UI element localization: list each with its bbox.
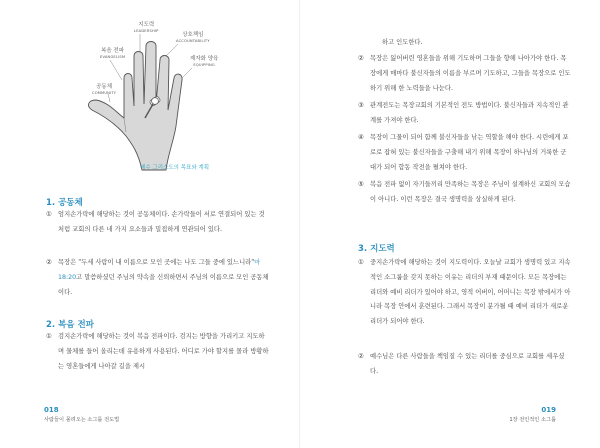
left-folio <box>44 406 119 423</box>
item-number: ③ <box>358 102 364 109</box>
hand-outline <box>89 42 183 171</box>
section-3-item-1 <box>358 256 572 330</box>
label-leadership-ko: 지도력 <box>138 22 155 28</box>
item-text <box>46 256 270 300</box>
section-2-item-5 <box>358 178 572 208</box>
label-community-ko: 공동체 <box>96 84 113 90</box>
section-2-item-4 <box>358 131 572 175</box>
page-number: 018 <box>44 406 59 414</box>
item-text-after: 고 말씀하셨던 주님의 약속을 신뢰하면서 주님의 이름으로 모인 공동체이다. <box>58 273 269 296</box>
item-number: ① <box>46 211 52 218</box>
item-number: ② <box>358 55 364 62</box>
item-number: ⑤ <box>358 181 364 188</box>
item-number: ① <box>358 259 364 266</box>
section-2-item-2 <box>358 52 572 96</box>
figure-caption: 예수 그리스도의 목표와 계획 <box>140 165 210 171</box>
section-2-item-1 <box>46 330 270 374</box>
item-text: 엄지손가락에 해당하는 것이 공동체이다. 손가락들이 서로 연결되어 있는 것처럼 교회의 다른 네 가지 요소들과 밀접하게 연관되어 있다. <box>58 211 265 233</box>
right-folio <box>509 406 556 423</box>
section-1-item-1 <box>46 208 270 238</box>
item-number: ② <box>46 259 52 266</box>
continuation-text <box>370 36 560 51</box>
page-number: 019 <box>541 406 556 414</box>
item-text: 목장이 그물이 되어 함께 불신자들을 낚는 역할을 해야 한다. 시린에게 포로로 잡혀 있는 불신자들을 구출해 내기 위해 목장이 하나님의 거룩한 군대가 되어 합동 작전을 펼쳐야 한다. <box>370 134 569 171</box>
section-2-item-3 <box>358 99 572 129</box>
label-accountability <box>176 32 210 44</box>
item-number: ① <box>46 333 52 340</box>
label-community <box>92 84 116 96</box>
item-text: 예수님은 다른 사람들을 책임질 수 있는 리더를 중심으로 교회를 세우셨다. <box>370 353 565 375</box>
section-1-item-2 <box>46 256 270 300</box>
label-equipping-en: EQUIPPING <box>193 63 215 67</box>
label-accountability-ko: 상호책임 <box>182 32 204 38</box>
section-2-heading: 2. 복음 전파 <box>46 320 94 330</box>
section-3-item-2 <box>358 350 572 380</box>
label-leadership <box>134 22 158 34</box>
label-gospel <box>100 48 125 60</box>
label-leadership-en: LEADERSHIP <box>134 29 159 33</box>
label-gospel-ko: 복음 전파 <box>101 48 125 54</box>
section-3-heading: 3. 지도력 <box>358 244 395 254</box>
label-equipping <box>190 56 218 68</box>
label-accountability-en: ACCOUNTABILITY <box>176 39 210 43</box>
section-1-heading: 1. 공동체 <box>46 198 83 208</box>
scripture-reference: 마 18:20 <box>58 259 261 281</box>
hand-figure <box>70 20 250 172</box>
label-equipping-ko: 제자화 양육 <box>190 56 219 62</box>
item-text: 검지손가락에 해당하는 것이 복음 전파이다. 검지는 방향을 가리키고 지도하며 물체를 들어 올리는데 유용하게 사용된다. 어디로 가야 할지를 몰라 방황하는 영혼들에게 나아갈 길을 제시 <box>58 333 269 370</box>
item-number: ④ <box>358 134 364 141</box>
item-text: 중지손가락에 해당하는 것이 지도력이다. 오늘날 교회가 생명력 있고 지속적인 소그룹을 갖지 못하는 이유는 리더의 부재 때문이다. 모든 목장에는 리더와 예비 리더가 있어야 하고, 영적 어버이, 어머니는 목장 밖에서가 아니라 목장 안에서 훈련된다. 그래서 목장이 분가될 때 예비 리더가 새로운 리더가 되어야 한다. <box>370 259 571 326</box>
item-text: 하고 인도한다. <box>382 39 423 46</box>
label-community-en: COMMUNITY <box>92 91 117 95</box>
label-gospel-en: EVANGELISM <box>100 55 126 59</box>
item-number: ② <box>358 353 364 360</box>
item-text: 복음 전파 없이 자기들끼리 만족하는 목장은 주님이 설계하신 교회의 모습이 아니다. 이런 목장은 결국 생명력을 상실하게 된다. <box>370 181 571 203</box>
item-text-before: 목장은 "두세 사람이 내 이름으로 모인 곳에는 나도 그들 중에 있느니라" <box>58 259 255 266</box>
running-title: 1장 전인적인 소그룹 <box>509 417 556 423</box>
item-text: 목장은 잃어버린 영혼들을 위해 기도하며 그들을 향해 나아가야 한다. 목장에게 매마다 불신자들의 이름을 부르며 기도하고, 그들을 목장으로 인도하기 위해 한 노력들을 나눈다. <box>370 55 571 92</box>
hand-illustration <box>70 20 250 172</box>
item-text: 관계전도는 목장교회의 기본적인 전도 방법이다. 불신자들과 지속적인 관계를 가져야 한다. <box>370 102 569 124</box>
running-title: 사람들이 몰려오는 소그룹 전도법 <box>44 417 120 423</box>
right-page <box>300 0 600 448</box>
